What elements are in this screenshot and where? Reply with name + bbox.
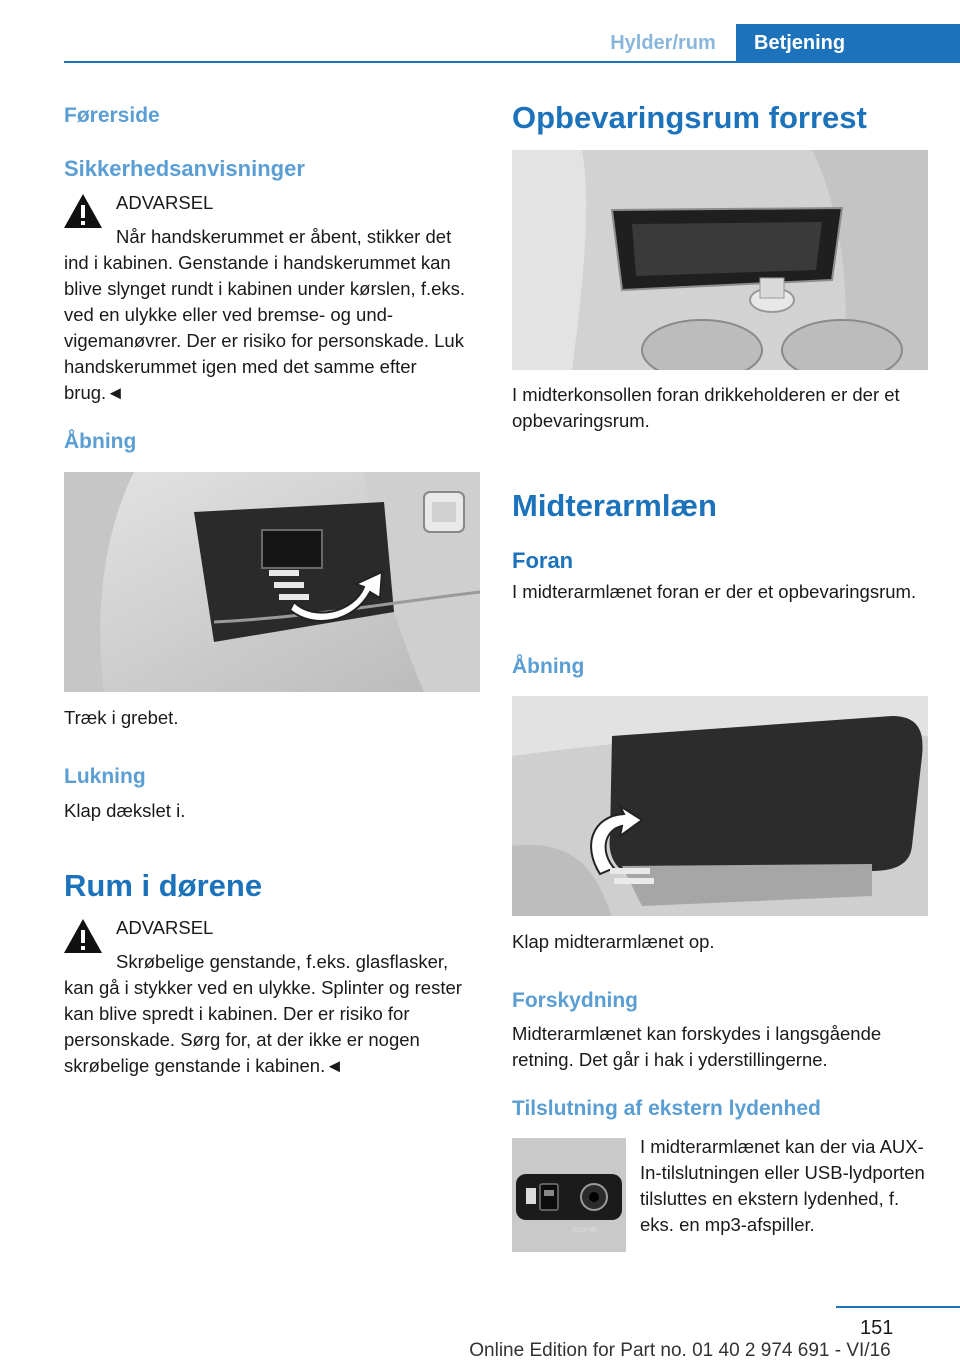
audio-text: I midterarmlænet kan der via AUX-In-tilslutningen eller USB-lydporten tilsluttes en ekstern lydenhed, f. eks. en mp3-afspiller. xyxy=(640,1136,925,1235)
aux-label: AUX-IN xyxy=(572,1226,597,1234)
header-rule xyxy=(64,61,960,63)
front-title: Foran xyxy=(512,548,574,573)
armrest-title: Midterarmlæn xyxy=(512,488,717,523)
front-storage-text: I midterkonsollen foran drikkeholderen er der et opbevaringsrum. xyxy=(512,384,900,431)
warning-triangle-icon xyxy=(62,917,104,955)
closing-text: Klap dækslet i. xyxy=(64,800,186,821)
page-number: 151 xyxy=(860,1317,894,1339)
armrest-image xyxy=(512,696,928,916)
sliding-title: Forskydning xyxy=(512,989,639,1012)
driver-side-title: Førerside xyxy=(64,104,160,127)
sliding-text: Midterarmlænet kan forskydes i langsgående retning. Det går i hak i yderstillingerne. xyxy=(512,1023,882,1070)
warning2-first-line: Skrøbelige genstande, f.eks. glasflasker, xyxy=(116,951,449,972)
opening-caption-left: Træk i grebet. xyxy=(64,707,179,728)
warning1-label: ADVARSEL xyxy=(116,192,214,213)
warning2-label: ADVARSEL xyxy=(116,917,214,938)
warning2-text: kan gå i stykker ved en ulykke. Splinter og rester kan blive spredt i kabinen. Der er risiko for personskade. Sørg for, at der ikke er nogen skrøbelige genstande i kabinen.◄ xyxy=(64,977,462,1076)
closing-title: Lukning xyxy=(64,765,146,788)
front-text: I midterarmlænet foran er der et opbevaringsrum. xyxy=(512,581,917,602)
front-storage-image xyxy=(512,150,928,370)
opening-title-right: Åbning xyxy=(512,655,585,678)
glovebox-handle-image xyxy=(64,472,480,692)
warning1-text: ind i kabinen. Genstande i handskerummet kan blive slynget rundt i kabinen under kørslen, f.eks. ved en ulykke eller ved bremse- og undvigemanøvrer. Der er risiko for personskade. Luk handskerummet igen med det samme efter brug.◄ xyxy=(64,252,466,403)
aux-jack-icon xyxy=(581,1184,607,1210)
footer-rule xyxy=(836,1306,960,1308)
doors-title: Rum i dørene xyxy=(64,868,263,903)
header-tab-section[interactable]: Hylder/rum xyxy=(610,32,716,54)
opening-caption-right: Klap midterarmlænet op. xyxy=(512,931,715,952)
warning1-first-line: Når handskerummet er åbent, stikker det xyxy=(116,226,452,247)
safety-title: Sikkerhedsanvisninger xyxy=(64,156,305,181)
edition-footer: Online Edition for Part no. 01 40 2 974 691 - VI/16 xyxy=(469,1340,891,1361)
header-tab-chapter[interactable]: Betjening xyxy=(736,24,960,62)
usb-aux-port-image xyxy=(512,1138,626,1252)
front-storage-title: Opbevaringsrum forrest xyxy=(512,100,867,135)
opening-title-left: Åbning xyxy=(64,430,137,453)
warning-triangle-icon xyxy=(62,192,104,230)
audio-title: Tilslutning af ekstern lydenhed xyxy=(512,1097,821,1120)
